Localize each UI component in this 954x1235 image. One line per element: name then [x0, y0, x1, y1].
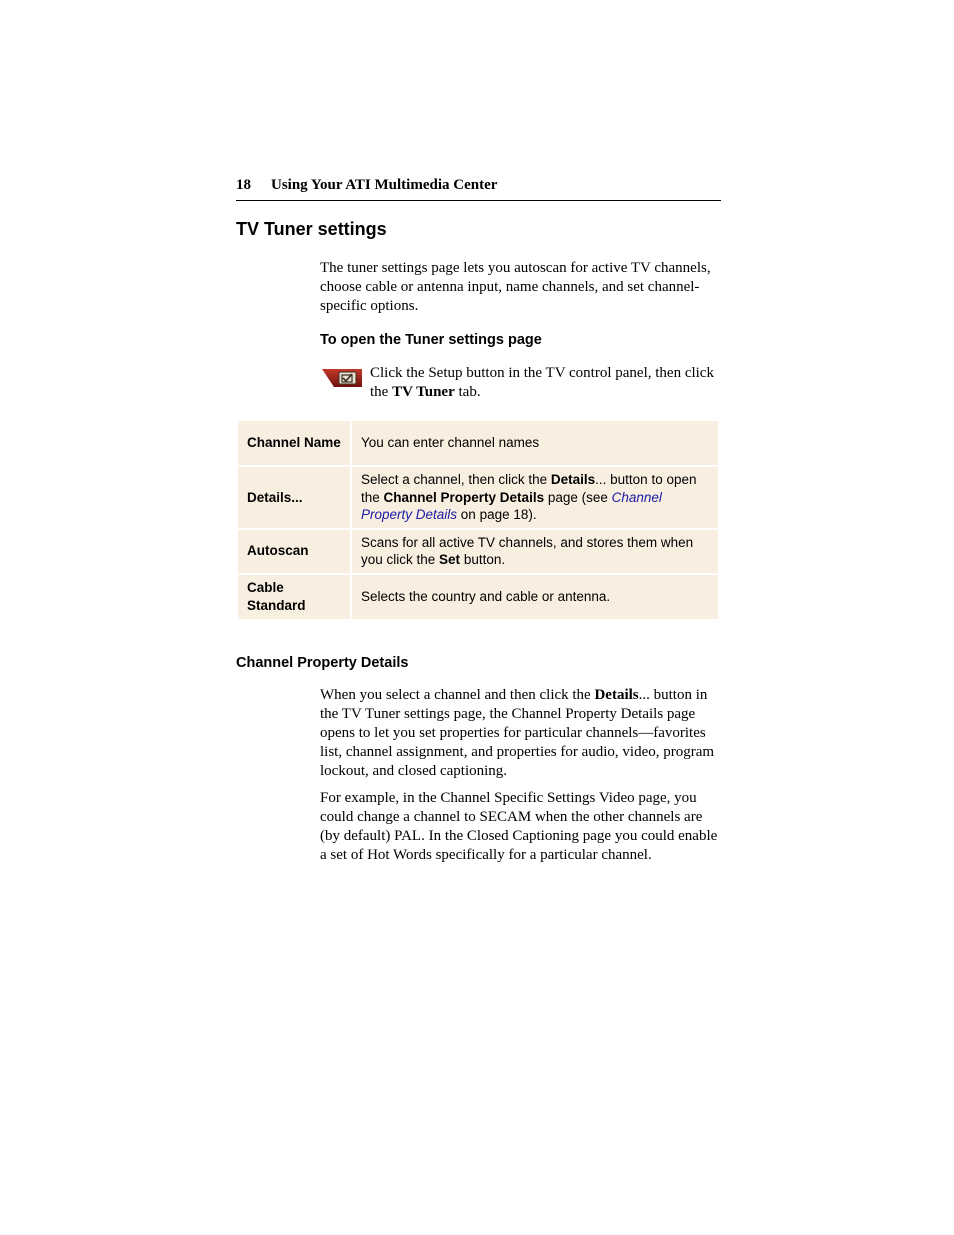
- setup-button-icon: [322, 367, 362, 387]
- subsection-paragraph-2: For example, in the Channel Specific Settings Video page, you could change a channel to SECAM when the other channels are (by default) PAL. In the Closed Captioning page you could enable a set of Hot Words specifically for a particular channel.: [320, 790, 718, 863]
- running-header: [236, 177, 721, 201]
- row-key: Channel Name: [238, 421, 350, 465]
- tuner-settings-table: [236, 419, 720, 621]
- subsection-title: Channel Property Details: [236, 655, 409, 671]
- row-value: Scans for all active TV channels, and stores them when you click the Set button.: [352, 530, 718, 573]
- procedure-heading: To open the Tuner settings page: [320, 332, 542, 348]
- tv-tuner-tab-label: TV Tuner: [392, 384, 455, 400]
- subsection-paragraph-1: When you select a channel and then click the Details... button in the TV Tuner settings page, the Channel Property Details page opens to let you set properties for particular channels—favorites list, channel assignment, and properties for audio, video, program lockout, and closed captioning.: [320, 687, 715, 779]
- step-text: Click the Setup button in the TV control panel, then click the TV Tuner tab.: [370, 365, 714, 400]
- row-key: Details...: [238, 467, 350, 528]
- page-number: 18: [236, 177, 251, 193]
- running-title: Using Your ATI Multimedia Center: [271, 177, 498, 193]
- row-key: Cable Standard: [238, 575, 350, 619]
- table-row: [238, 421, 718, 465]
- table-row: [238, 467, 718, 528]
- row-key: Autoscan: [238, 530, 350, 573]
- intro-paragraph: The tuner settings page lets you autoscan for active TV channels, choose cable or antenna input, name channels, and set channel-specific options.: [320, 260, 711, 314]
- section-title: TV Tuner settings: [236, 219, 387, 239]
- procedure-step: [320, 364, 720, 402]
- row-value: Select a channel, then click the Details... button to open the Channel Property Details page (see Channel Property Details on page 18).: [352, 467, 718, 528]
- row-value: Selects the country and cable or antenna.: [352, 575, 718, 619]
- row-value: You can enter channel names: [352, 421, 718, 465]
- table-row: [238, 575, 718, 619]
- channel-property-details-link[interactable]: Channel Property Details: [361, 489, 662, 522]
- table-row: [238, 530, 718, 573]
